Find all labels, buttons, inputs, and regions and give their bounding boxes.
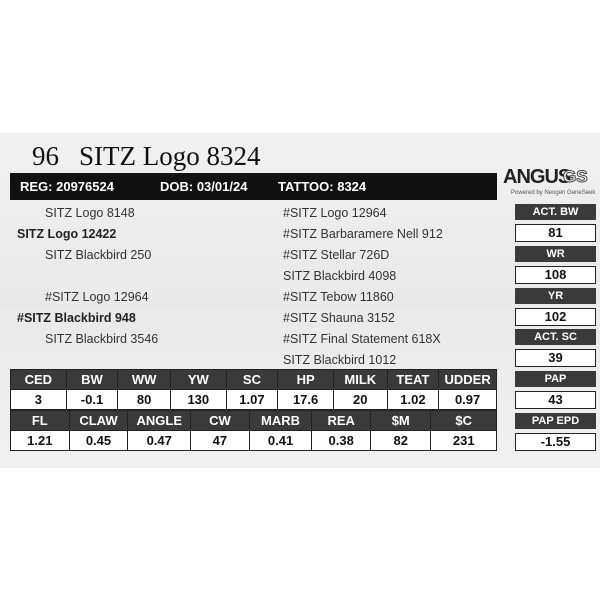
stat-value: 39 — [515, 349, 596, 367]
stat-value: -1.55 — [515, 433, 596, 451]
date-of-birth: DOB: 03/01/24 — [160, 179, 248, 194]
epd-header: ANGLE — [128, 411, 191, 431]
epd-value: 0.47 — [128, 431, 191, 451]
epd-header: CED — [11, 370, 67, 390]
epd-value: 0.97 — [439, 390, 497, 410]
stat-label: WR — [515, 246, 596, 262]
epd-value: 1.07 — [226, 390, 278, 410]
logo-gs: GS — [563, 167, 588, 186]
epd-value: 1.21 — [11, 431, 70, 451]
epd-header: $C — [431, 411, 497, 431]
pedigree-dam: #SITZ Blackbird 948 — [17, 311, 136, 325]
epd-value: 0.41 — [249, 431, 312, 451]
logo-tagline: Powered by Neogen GeneSeek — [511, 190, 596, 196]
pedigree-sire: SITZ Logo 12422 — [17, 227, 117, 241]
stat-value: 108 — [515, 266, 596, 284]
epd-header: CW — [191, 411, 250, 431]
lot-title — [32, 141, 261, 172]
epd-table-1 — [10, 369, 497, 410]
pedigree-sire-dam: SITZ Blackbird 250 — [45, 248, 152, 262]
epd-header: UDDER — [439, 370, 497, 390]
epd-value: 47 — [191, 431, 250, 451]
registration-bar — [10, 173, 497, 200]
epd-header: CLAW — [69, 411, 128, 431]
registration-number: REG: 20976524 — [20, 179, 114, 194]
epd-header: HP — [278, 370, 334, 390]
stat-label: PAP EPD — [515, 413, 596, 429]
epd-value: -0.1 — [66, 390, 118, 410]
pedigree-g6: #SITZ Shauna 3152 — [283, 311, 395, 325]
epd-value: 80 — [118, 390, 171, 410]
epd-header: BW — [66, 370, 118, 390]
pedigree-dam-sire: #SITZ Logo 12964 — [45, 290, 149, 304]
stat-label: ACT. BW — [515, 204, 596, 220]
epd-header: MARB — [249, 411, 312, 431]
pedigree-dam-dam: SITZ Blackbird 3546 — [45, 332, 159, 346]
lot-number: 96 — [32, 141, 59, 171]
pedigree-g4: SITZ Blackbird 4098 — [283, 269, 397, 283]
epd-value: 0.38 — [312, 431, 371, 451]
stat-label: ACT. SC — [515, 329, 596, 345]
epd-header: MILK — [333, 370, 387, 390]
epd-value: 1.02 — [387, 390, 439, 410]
epd-value: 3 — [11, 390, 67, 410]
pedigree-g7: #SITZ Final Statement 618X — [283, 332, 441, 346]
pedigree-g2: #SITZ Barbaramere Nell 912 — [283, 227, 443, 241]
pedigree-g1: #SITZ Logo 12964 — [283, 206, 387, 220]
logo-word: ANGUS — [503, 166, 571, 188]
stat-label: YR — [515, 288, 596, 304]
epd-header: SC — [226, 370, 278, 390]
epd-value: 17.6 — [278, 390, 334, 410]
stat-value: 102 — [515, 308, 596, 326]
animal-name: SITZ Logo 8324 — [79, 141, 261, 171]
epd-header: FL — [11, 411, 70, 431]
epd-header: REA — [312, 411, 371, 431]
tattoo: TATTOO: 8324 — [278, 179, 367, 194]
epd-value: 20 — [333, 390, 387, 410]
angus-gs-logo — [503, 166, 596, 200]
epd-table-2 — [10, 410, 497, 451]
stat-value: 43 — [515, 391, 596, 409]
epd-header: $M — [371, 411, 431, 431]
stat-value: 81 — [515, 224, 596, 242]
pedigree-g8: SITZ Blackbird 1012 — [283, 353, 397, 367]
pedigree-sire-sire: SITZ Logo 8148 — [45, 206, 135, 220]
stat-label: PAP — [515, 371, 596, 387]
epd-value: 0.45 — [69, 431, 128, 451]
epd-value: 130 — [170, 390, 226, 410]
epd-value: 82 — [371, 431, 431, 451]
epd-value: 231 — [431, 431, 497, 451]
epd-header: TEAT — [387, 370, 439, 390]
pedigree-g3: #SITZ Stellar 726D — [283, 248, 390, 262]
pedigree-g5: #SITZ Tebow 11860 — [283, 290, 394, 304]
epd-header: WW — [118, 370, 171, 390]
epd-header: YW — [170, 370, 226, 390]
